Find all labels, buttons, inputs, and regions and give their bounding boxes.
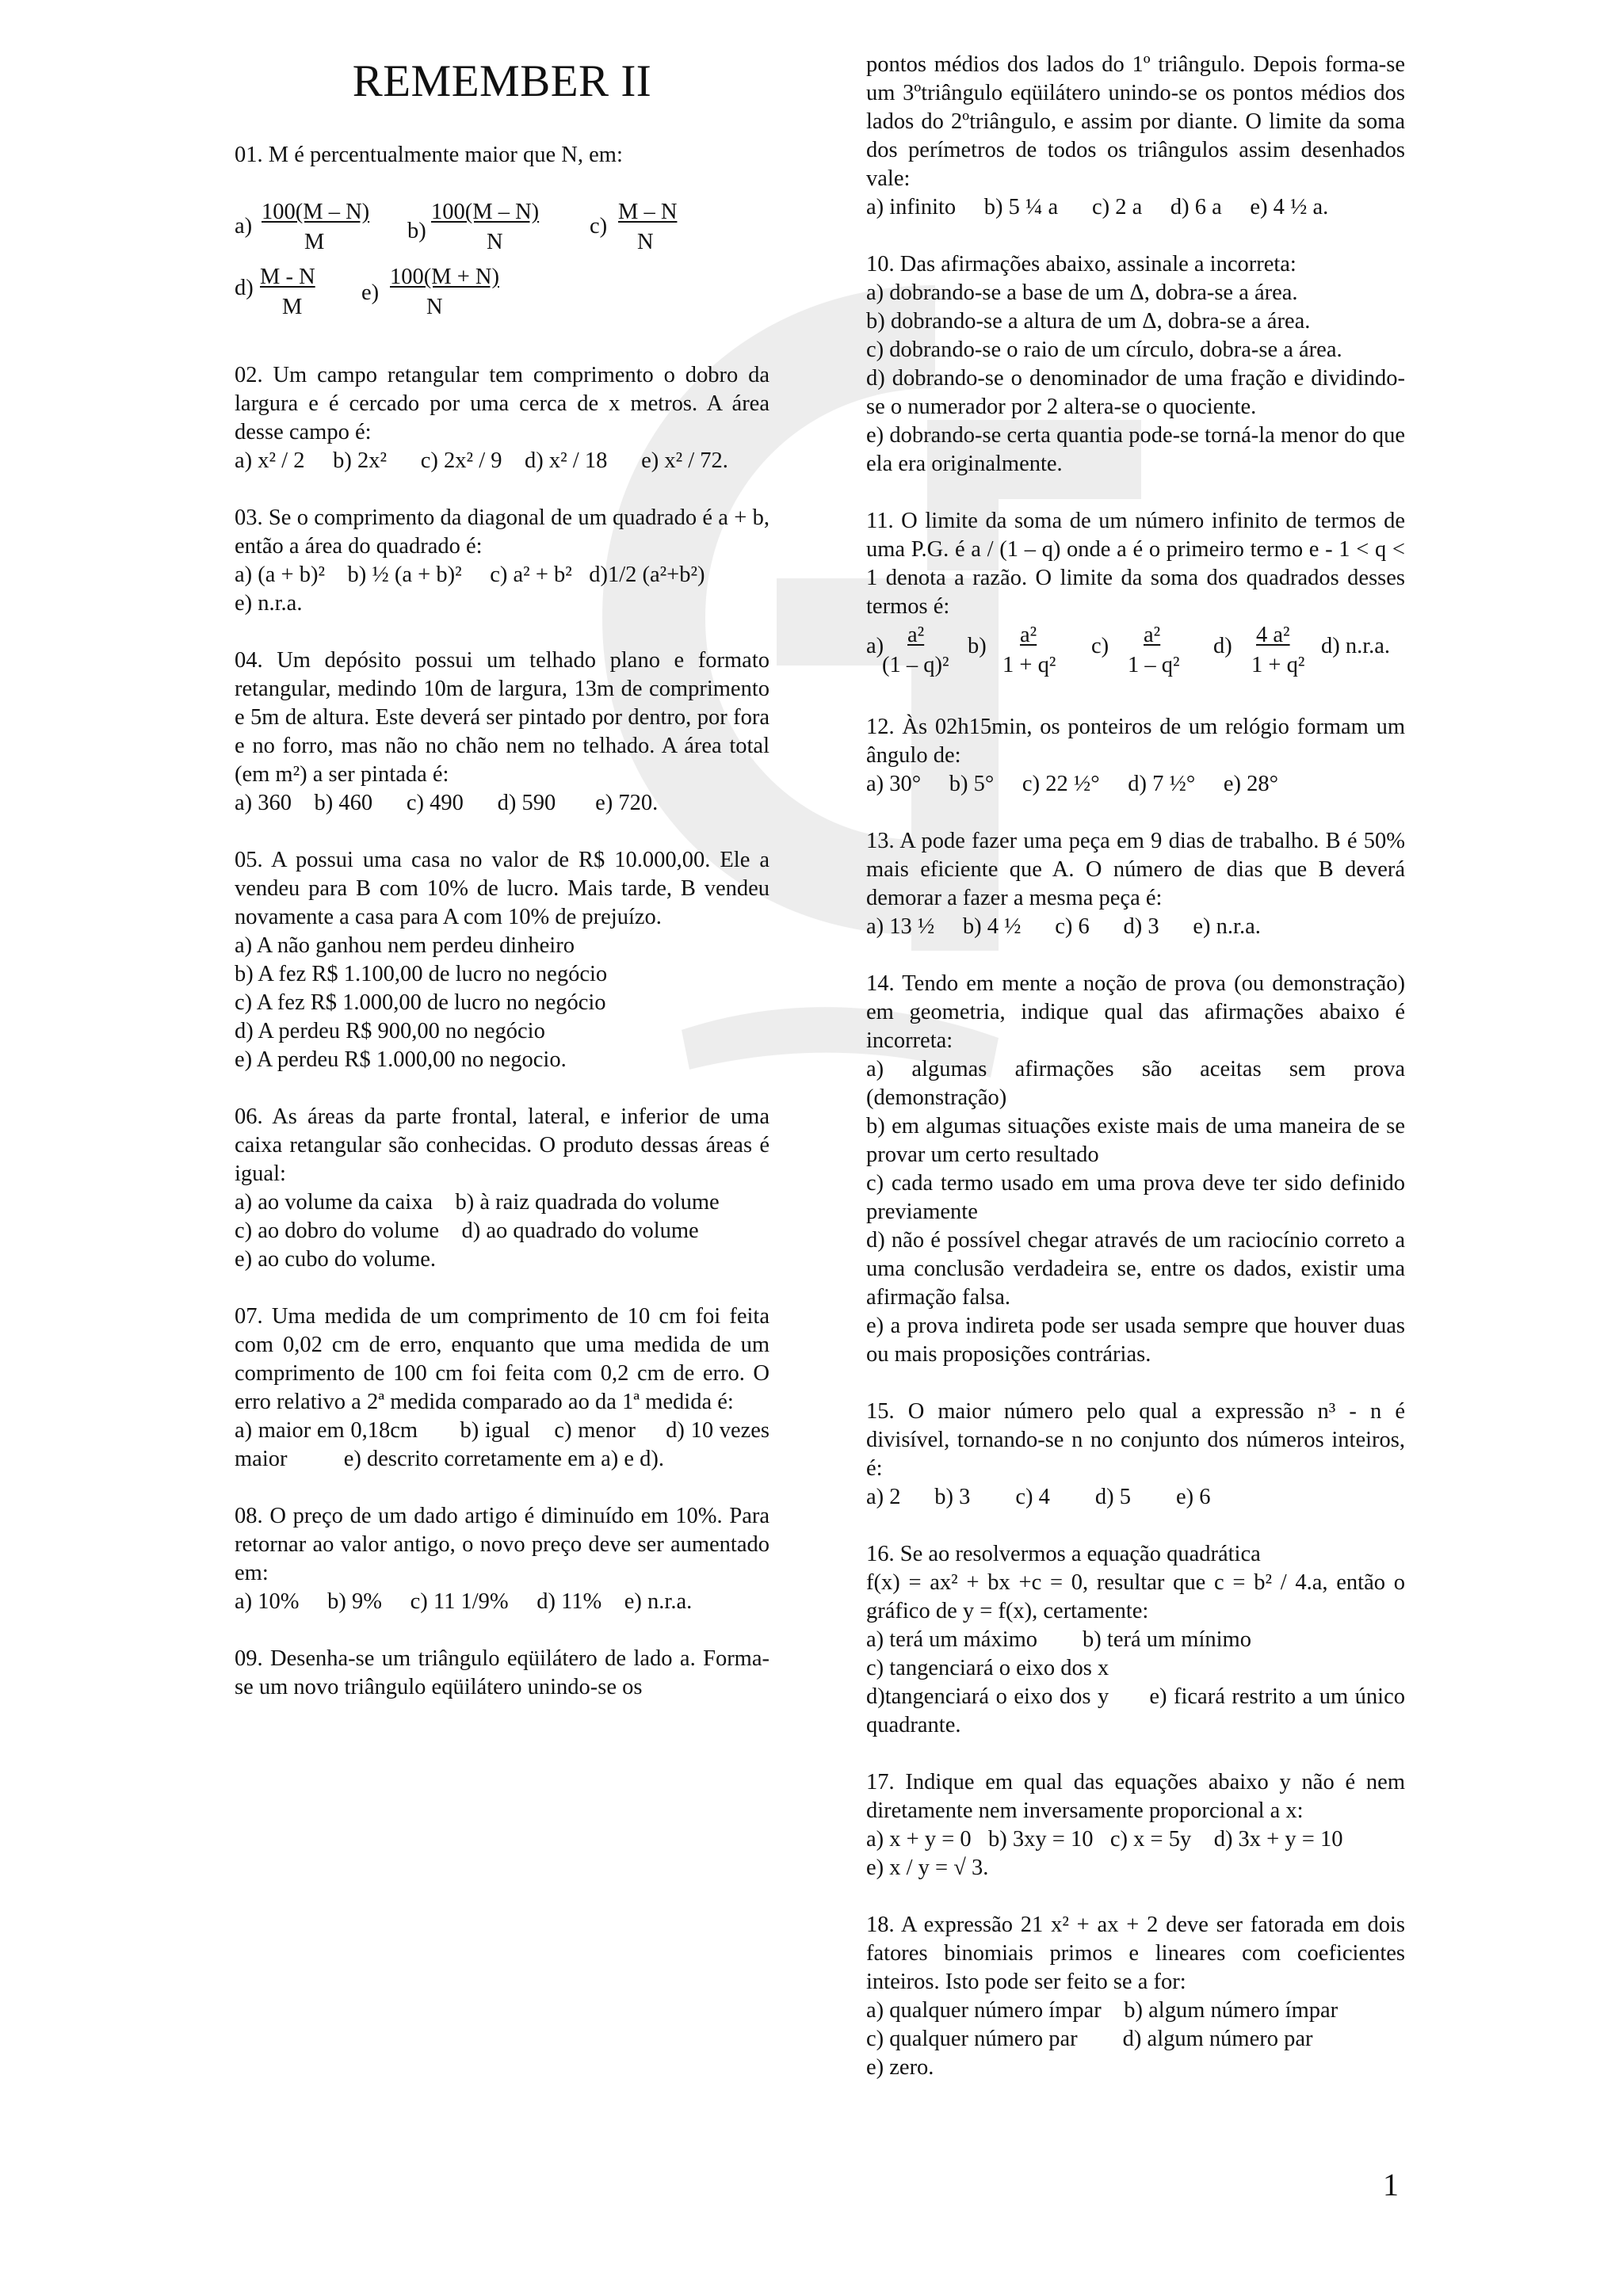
option-e-numerator: 100(M + N) [390,265,499,289]
question-07 [235,1302,776,1474]
option-b-numerator: a² [1020,623,1037,647]
question-15-text: 15. O maior número pelo qual a expressão n³ - n é divisível, tornando-se n no conjunto dos números inteiros, é: [866,1399,1405,1481]
question-12 [866,713,1405,799]
question-01-options-row2 [235,263,769,333]
question-11-text: 11. O limite da soma de um número infinito de termos de uma P.G. é a / (1 – q) onde a é o primeiro termo e - 1 < q < 1 denota a razão. O limite da soma dos quadrados desses termos é: [866,509,1405,619]
question-14 [866,970,1405,1369]
page-title: REMEMBER II [352,56,652,106]
question-13 [866,827,1405,941]
question-04-options: a) 360 b) 460 c) 490 d) 590 e) 720. [235,791,659,815]
question-14-option-a: a) algumas afirmações são aceitas sem prova (demonstração) [866,1057,1405,1110]
question-13-options: a) 13 ½ b) 4 ½ c) 6 d) 3 e) n.r.a. [866,914,1261,939]
question-08-text: 08. O preço de um dado artigo é diminuído em 10%. Para retornar ao valor antigo, o novo preço deve ser aumentado em: [235,1504,769,1585]
question-03 [235,504,769,618]
question-17-options-2: e) x / y = √ 3. [866,1855,989,1880]
option-d-numerator: 4 a² [1256,623,1290,647]
question-09-text-right: pontos médios dos lados do 1º triângulo. Depois forma-se um 3ºtriângulo eqüilátero unindo-se os pontos médios dos lados do 2ºtriângulo, e assim por diante. O limite da soma dos perímetros de todos os triângulos assim desenhados vale: [866,52,1405,191]
right-column [866,51,1411,2111]
option-c-numerator: a² [1144,623,1161,647]
option-c-label: c) [590,214,608,238]
question-06-text: 06. As áreas da parte frontal, lateral, e inferior de uma caixa retangular são conhecidas. O produto dessas áreas é igual: [235,1104,769,1186]
question-07-options: a) maior em 0,18cm b) igual c) menor d) 10 vezes maior e) descrito corretamente em a) e d). [235,1418,776,1471]
question-02 [235,361,769,475]
question-18-options-ab: a) qualquer número ímpar b) algum número ímpar [866,1998,1338,2023]
question-09-part1 [235,1645,769,1702]
question-05-option-a: a) A não ganhou nem perdeu dinheiro [235,933,575,958]
option-c-denominator: 1 – q² [1128,653,1180,677]
question-18-option-e: e) zero. [866,2055,934,2080]
question-16-options-ab: a) terá um máximo b) terá um mínimo [866,1627,1251,1652]
question-12-options: a) 30° b) 5° c) 22 ½° d) 7 ½° e) 28° [866,772,1279,796]
option-e-label: e) [361,280,380,305]
option-a-label: a) [866,634,884,658]
question-18-options-cd: c) qualquer número par d) algum número par [866,2027,1313,2051]
question-05 [235,846,769,1074]
question-03-options: a) (a + b)² b) ½ (a + b)² c) a² + b² d)1/2 (a²+b²) [235,563,705,587]
question-18-text: 18. A expressão 21 x² + ax + 2 deve ser fatorada em dois fatores binomiais primos e lineares com coeficientes inteiros. Isto pode ser feito se a for: [866,1913,1405,1994]
question-03-text: 03. Se o comprimento da diagonal de um quadrado é a + b, então a área do quadrado é: [235,505,769,559]
option-d-label: d) [1213,634,1232,658]
option-b-denominator: 1 + q² [1002,653,1056,677]
option-c-denominator: N [637,230,654,254]
question-14-text: 14. Tendo em mente a noção de prova (ou demonstração) em geometria, indique qual das afirmações abaixo é incorreta: [866,971,1405,1053]
question-09-part2 [866,51,1405,222]
question-16-options-de: d)tangenciará o eixo dos y e) ficará restrito a um único quadrante. [866,1684,1411,1737]
question-10-option-e: e) dobrando-se certa quantia pode-se torná-la menor do que ela era originalmente. [866,423,1405,476]
option-b-denominator: N [487,230,503,254]
question-11 [866,507,1405,685]
question-03-options-2: e) n.r.a. [235,591,303,616]
option-a-label: a) [235,214,253,238]
question-18 [866,1911,1405,2082]
question-02-options: a) x² / 2 b) 2x² c) 2x² / 9 d) x² / 18 e) x² / 72. [235,448,728,473]
option-a-denominator: M [304,230,325,254]
option-a-numerator: a² [907,623,925,647]
question-17-text: 17. Indique em qual das equações abaixo y não é nem diretamente nem inversamente proporcional a x: [866,1770,1405,1823]
question-14-option-e: e) a prova indireta pode ser usada sempre que houver duas ou mais proposições contrárias. [866,1314,1405,1367]
question-06-options-line3: e) ao cubo do volume. [235,1247,437,1272]
option-c-label: c) [1091,634,1109,658]
question-05-option-d: d) A perdeu R$ 900,00 no negócio [235,1019,545,1043]
question-04 [235,646,769,818]
question-16-option-c: c) tangenciará o eixo dos x [866,1656,1109,1680]
question-05-option-c: c) A fez R$ 1.000,00 de lucro no negócio [235,990,606,1015]
question-16 [866,1540,1411,1740]
question-10 [866,250,1405,479]
question-16-text: f(x) = ax² + bx +c = 0, resultar que c = b² / 4.a, então o gráfico de y = f(x), certamente: [866,1570,1405,1623]
question-01-options-row1 [235,198,769,268]
question-06 [235,1103,769,1274]
question-17-options: a) x + y = 0 b) 3xy = 10 c) x = 5y d) 3x + y = 10 [866,1827,1343,1852]
option-b-numerator: 100(M – N) [431,200,540,224]
question-05-option-e: e) A perdeu R$ 1.000,00 no negocio. [235,1047,567,1072]
question-10-option-c: c) dobrando-se o raio de um círculo, dobra-se a área. [866,338,1342,362]
question-14-option-c: c) cada termo usado em uma prova deve ter sido definido previamente [866,1171,1405,1224]
question-10-option-b: b) dobrando-se a altura de um Δ, dobra-se a área. [866,309,1311,334]
question-04-text: 04. Um depósito possui um telhado plano e formato retangular, medindo 10m de largura, 13m de comprimento e 5m de altura. Este deverá ser pintado por dentro, por fora e no forro, mas não no chão nem no telhado. A área total (em m²) a ser pintada é: [235,648,769,787]
question-08-options: a) 10% b) 9% c) 11 1/9% d) 11% e) n.r.a. [235,1589,693,1614]
question-14-option-d: d) não é possível chegar através de um raciocínio correto a uma conclusão verdadeira se, entre os dados, existir uma afirmação falsa. [866,1228,1405,1310]
option-b-label: b) [407,219,426,243]
question-15 [866,1398,1405,1512]
option-d-label: d) [235,276,254,300]
question-08 [235,1502,769,1616]
question-12-text: 12. Às 02h15min, os ponteiros de um relógio formam um ângulo de: [866,715,1405,768]
question-09-options: a) infinito b) 5 ¼ a c) 2 a d) 6 a e) 4 ½ a. [866,195,1329,219]
question-16-heading: 16. Se ao resolvermos a equação quadrática [866,1542,1261,1566]
question-13-text: 13. A pode fazer uma peça em 9 dias de trabalho. B é 50% mais eficiente que A. O número de dias que B deverá demorar a fazer a mesma peça é: [866,829,1405,910]
question-09-text-left: 09. Desenha-se um triângulo eqüilátero de lado a. Forma-se um novo triângulo eqüilátero unindo-se os [235,1646,769,1699]
option-a-numerator: 100(M – N) [262,200,370,224]
question-06-options-line2: c) ao dobro do volume d) ao quadrado do volume [235,1219,699,1243]
question-02-text: 02. Um campo retangular tem comprimento o dobro da largura e é cercado por uma cerca de x metros. A área desse campo é: [235,363,769,444]
option-e-denominator: N [426,295,443,319]
option-c-numerator: M – N [618,200,678,224]
option-d-numerator: M - N [260,265,315,289]
page-number: 1 [1383,2167,1399,2203]
option-a-denominator: (1 – q)² [882,653,949,677]
question-11-options [866,621,1405,685]
question-05-text: 05. A possui uma casa no valor de R$ 10.000,00. Ele a vendeu para B com 10% de lucro. Mais tarde, B vendeu novamente a casa para A com 10% de prejuízo. [235,848,769,929]
question-01 [235,141,769,333]
question-05-option-b: b) A fez R$ 1.100,00 de lucro no negócio [235,962,608,986]
question-10-text: 10. Das afirmações abaixo, assinale a incorreta: [866,252,1296,277]
option-e-label: d) n.r.a. [1321,634,1391,658]
question-06-options-line1: a) ao volume da caixa b) à raiz quadrada do volume [235,1190,720,1215]
question-07-text: 07. Uma medida de um comprimento de 10 cm foi feita com 0,02 cm de erro, enquanto que uma medida de um comprimento de 100 cm foi feita com 0,2 cm de erro. O erro relativo a 2ª medida comparado ao da 1ª medida é: [235,1304,769,1414]
question-14-option-b: b) em algumas situações existe mais de uma maneira de se provar um certo resultado [866,1114,1405,1167]
question-17 [866,1768,1405,1882]
question-10-option-d: d) dobrando-se o denominador de uma fração e dividindo-se o numerador por 2 altera-se o quociente. [866,366,1405,419]
question-15-options: a) 2 b) 3 c) 4 d) 5 e) 6 [866,1485,1211,1509]
option-d-denominator: 1 + q² [1251,653,1305,677]
question-01-text: 01. M é percentualmente maior que N, em: [235,143,623,167]
question-10-option-a: a) dobrando-se a base de um Δ, dobra-se a área. [866,280,1298,305]
option-b-label: b) [968,634,987,658]
option-d-denominator: M [282,295,303,319]
left-column [235,0,776,1730]
